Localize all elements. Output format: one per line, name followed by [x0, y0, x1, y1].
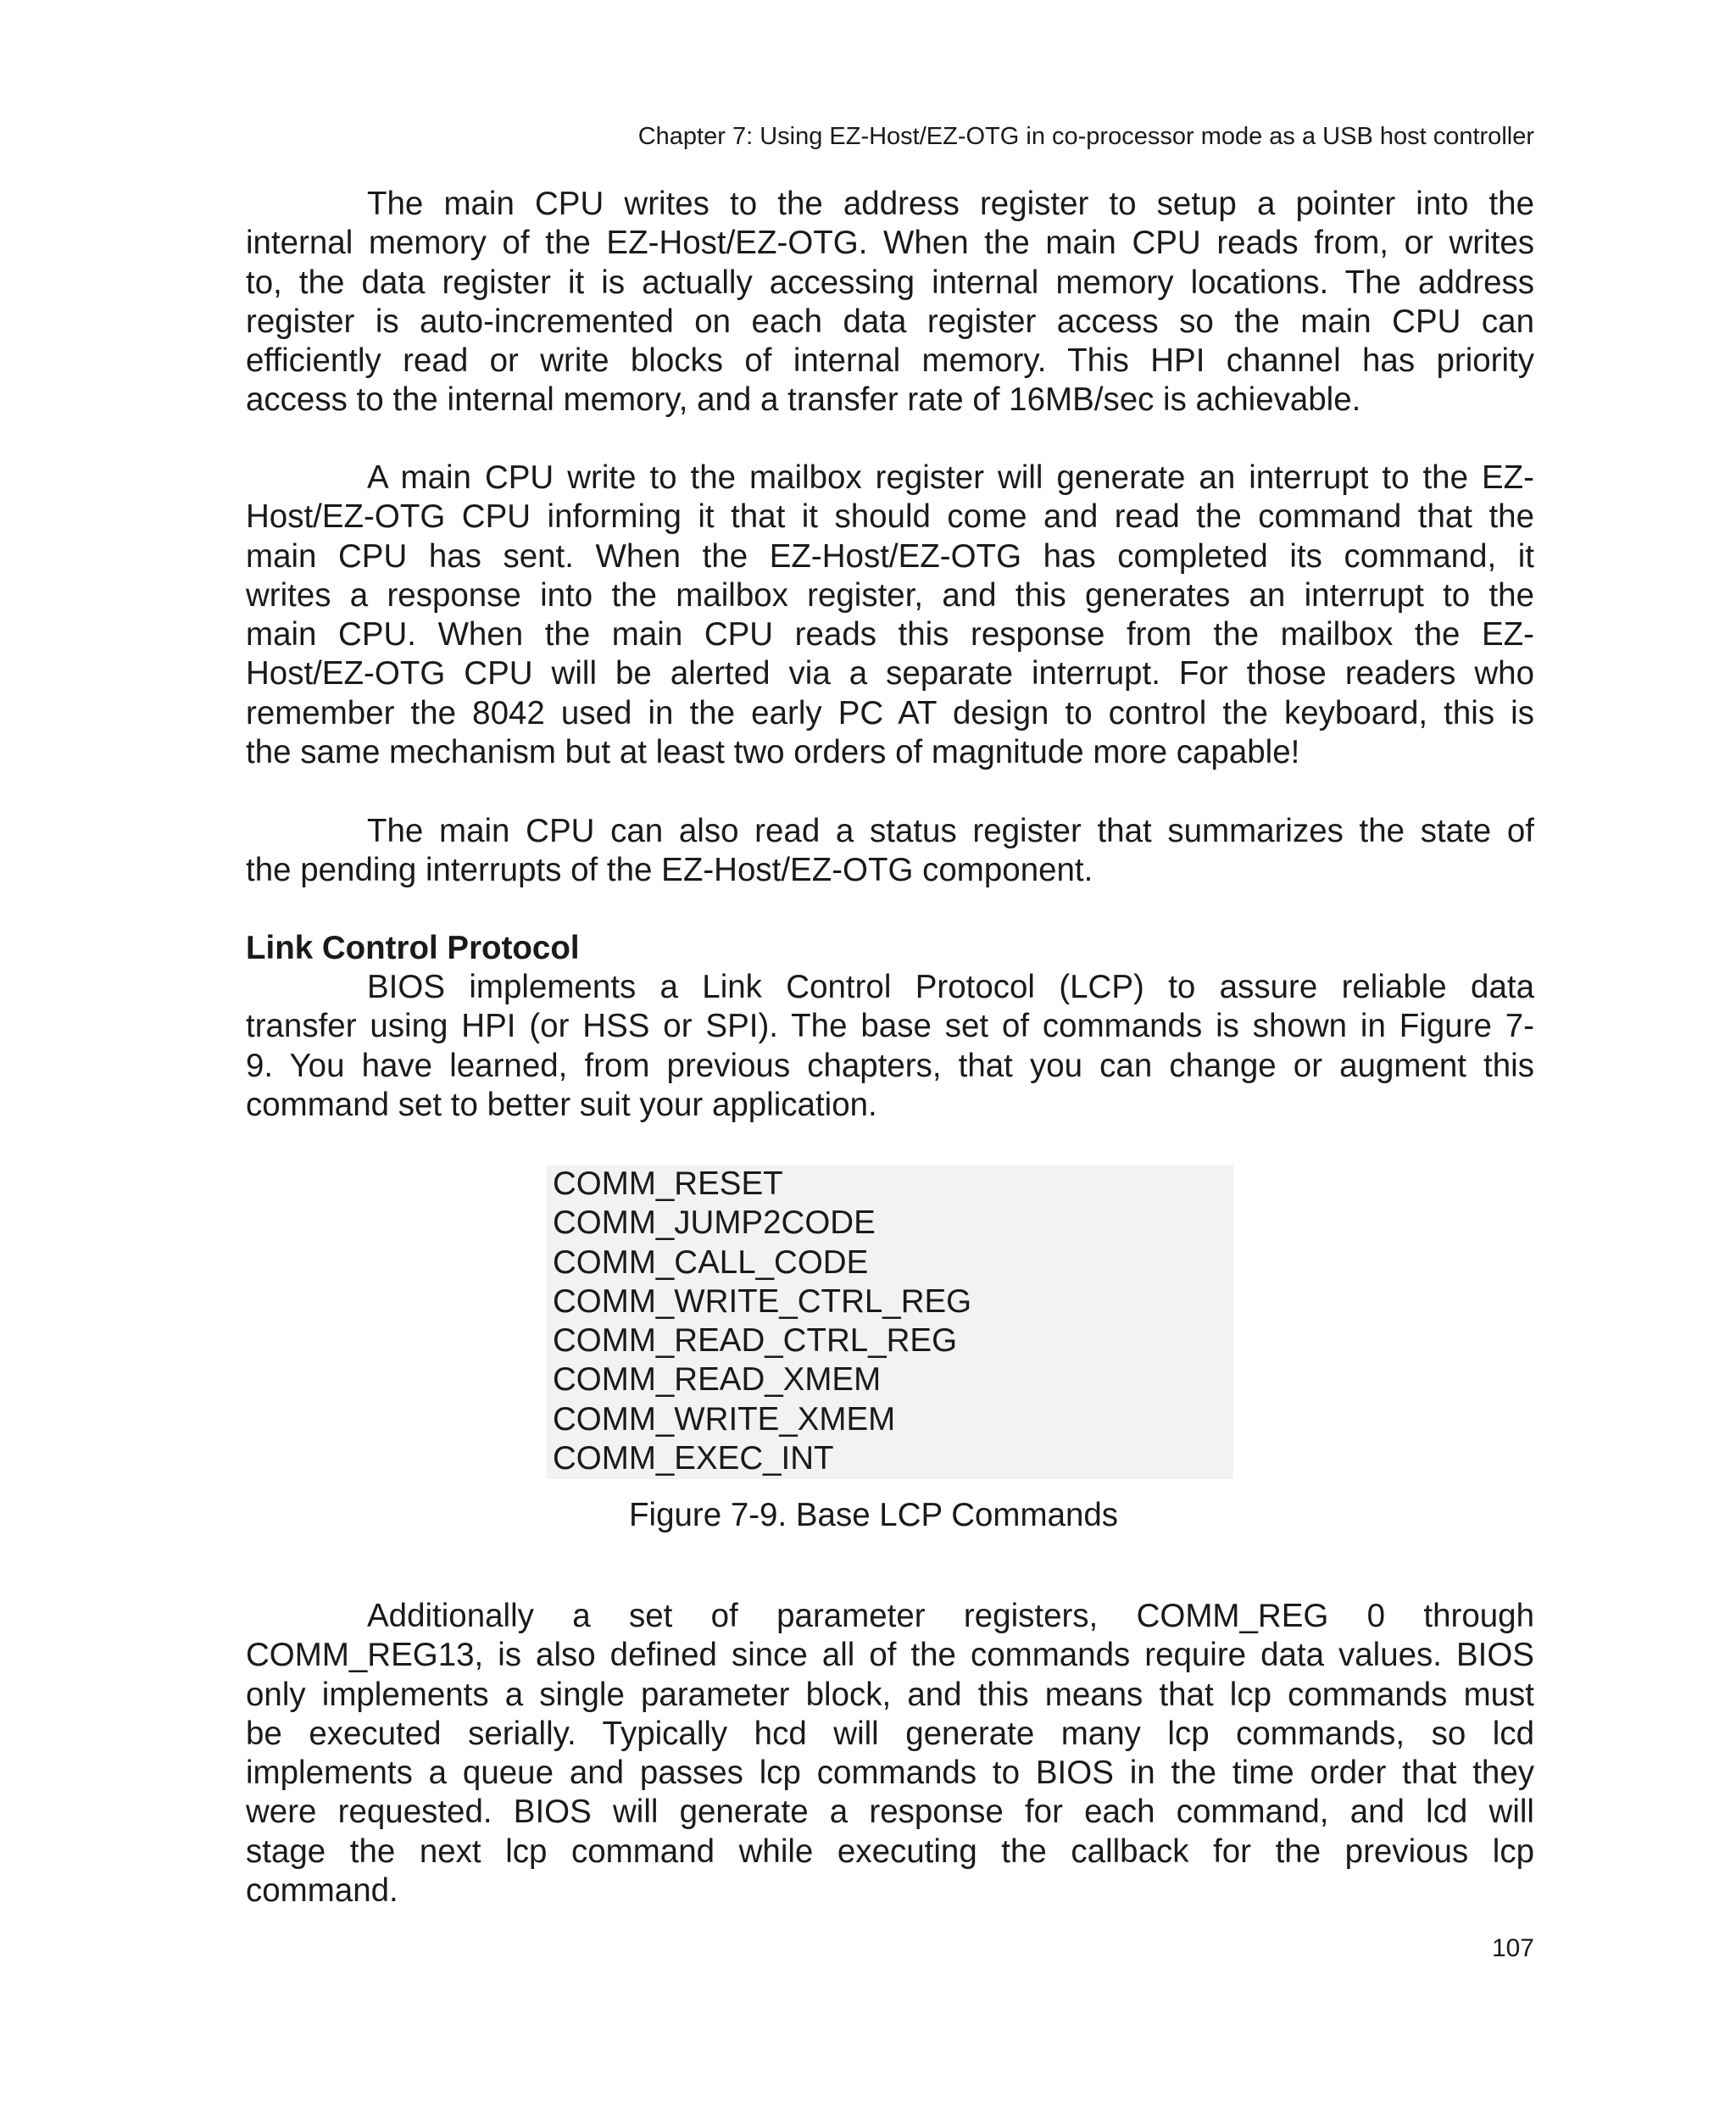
command-item: COMM_READ_XMEM [553, 1361, 882, 1399]
paragraph-lcp-intro [246, 968, 1534, 1125]
text-line: implements a queue and passes lcp commands to BIOS in the time order that they [246, 1755, 1534, 1792]
text-line: Host/EZ-OTG CPU informing it that it should come and read the command that the [246, 498, 1534, 536]
paragraph-status-register [246, 812, 1534, 891]
text-line: BIOS implements a Link Control Protocol (LCP) to assure reliable data [367, 969, 1534, 1005]
text-line: remember the 8042 used in the early PC AT design to control the keyboard, this is [246, 694, 1534, 731]
section-heading: Link Control Protocol [246, 930, 580, 966]
command-item: COMM_CALL_CODE [553, 1243, 869, 1281]
text-line: Additionally a set of parameter registers, COMM_REG 0 through [367, 1598, 1534, 1634]
command-item: COMM_JUMP2CODE [553, 1204, 876, 1242]
text-line: transfer using HPI (or HSS or SPI). The base set of commands is shown in Figure 7- [246, 1008, 1534, 1045]
text-line: be executed serially. Typically hcd will generate many lcp commands, so lcd [246, 1715, 1534, 1752]
text-line: The main CPU can also read a status register that summarizes the state of [367, 813, 1534, 849]
command-item: COMM_RESET [553, 1165, 783, 1202]
text-line: internal memory of the EZ-Host/EZ-OTG. When the main CPU reads from, or writes [246, 225, 1534, 262]
text-line: main CPU has sent. When the EZ-Host/EZ-OTG has completed its command, it [246, 537, 1534, 575]
paragraph-mailbox-register [246, 459, 1534, 772]
text-line: A main CPU write to the mailbox register will generate an interrupt to the EZ- [367, 459, 1534, 496]
text-line: The main CPU writes to the address register to setup a pointer into the [367, 186, 1534, 222]
text-line: efficiently read or write blocks of internal memory. This HPI channel has priority [246, 342, 1534, 380]
text-line: only implements a single parameter block, and this means that lcp commands must [246, 1676, 1534, 1713]
text-line: COMM_REG13, is also defined since all of the commands require data values. BIOS [246, 1637, 1534, 1674]
page-number: 107 [1491, 1934, 1534, 1962]
text-line: command. [246, 1872, 398, 1910]
text-line: main CPU. When the main CPU reads this response from the mailbox the EZ- [246, 616, 1534, 654]
command-item: COMM_EXEC_INT [553, 1440, 834, 1477]
text-line: stage the next lcp command while executing the callback for the previous lcp [246, 1833, 1534, 1870]
figure-caption: Figure 7-9. Base LCP Commands [629, 1497, 1119, 1533]
running-header: Chapter 7: Using EZ-Host/EZ-OTG in co-processor mode as a USB host controller [637, 123, 1534, 150]
text-line: Host/EZ-OTG CPU will be alerted via a separate interrupt. For those readers who [246, 655, 1534, 692]
text-line: command set to better suit your application. [246, 1086, 877, 1123]
text-line: register is auto-incremented on each data register access so the main CPU can [246, 303, 1534, 340]
command-item: COMM_READ_CTRL_REG [553, 1322, 958, 1360]
command-item: COMM_WRITE_CTRL_REG [553, 1282, 972, 1320]
paragraph-hpi-address-register [246, 185, 1534, 420]
text-line: the pending interrupts of the EZ-Host/EZ-OTG component. [246, 852, 1093, 889]
command-item: COMM_WRITE_XMEM [553, 1400, 896, 1438]
text-line: to, the data register it is actually accessing internal memory locations. The address [246, 264, 1534, 301]
text-line: 9. You have learned, from previous chapters, that you can change or augment this [246, 1047, 1534, 1084]
text-line: the same mechanism but at least two orders of magnitude more capable! [246, 734, 1300, 771]
text-line: access to the internal memory, and a transfer rate of 16MB/sec is achievable. [246, 381, 1361, 419]
text-line: writes a response into the mailbox register, and this generates an interrupt to the [246, 576, 1534, 614]
paragraph-parameter-registers [246, 1597, 1534, 1911]
lcp-command-list [553, 1165, 971, 1478]
text-line: were requested. BIOS will generate a response for each command, and lcd will [246, 1794, 1534, 1831]
